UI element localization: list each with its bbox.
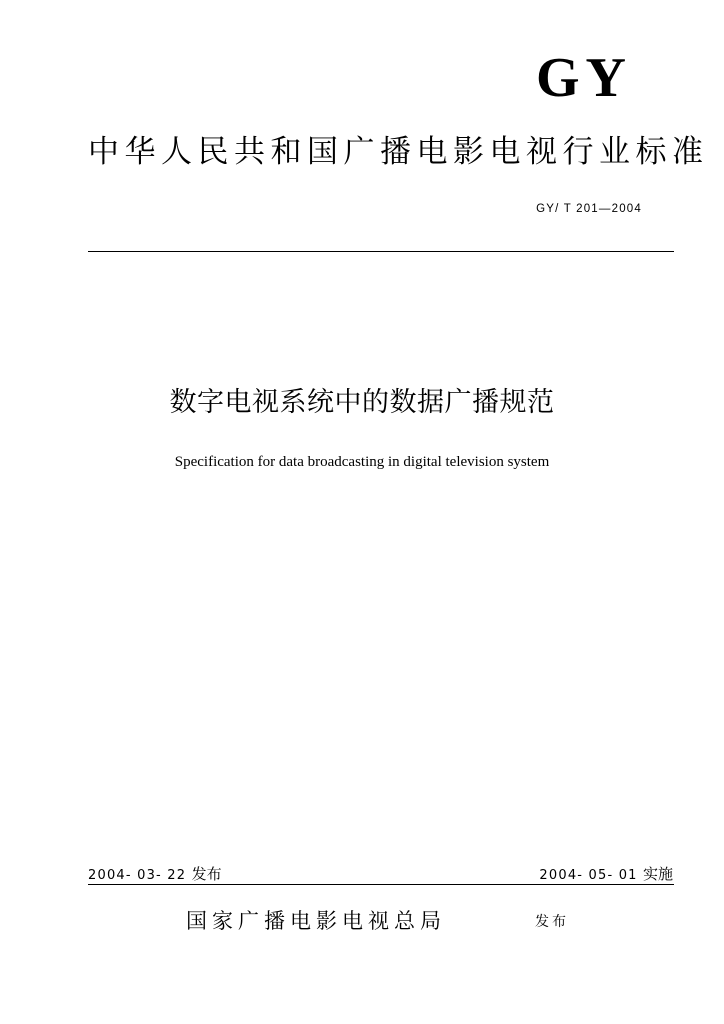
standard-logo: GY	[536, 47, 632, 109]
effective-date-line	[539, 864, 673, 886]
effective-label: 实施	[642, 865, 673, 883]
document-title-en: Specification for data broadcasting in digital television system	[174, 454, 550, 470]
header-divider	[88, 251, 674, 252]
publish-label: 发布	[535, 914, 569, 930]
publisher-name: 国家广播电影电视总局	[186, 909, 446, 933]
issue-date: 2004- 03- 22	[88, 868, 187, 883]
issue-label: 发布	[191, 865, 222, 883]
footer-divider	[88, 884, 674, 885]
standard-category-title: 中华人民共和国广播电影电视行业标准	[88, 134, 709, 170]
issue-date-line	[88, 864, 222, 886]
document-title-cn: 数字电视系统中的数据广播规范	[169, 387, 555, 418]
effective-date: 2004- 05- 01	[539, 868, 638, 883]
standard-number: GY/ T 201—2004	[536, 203, 642, 215]
